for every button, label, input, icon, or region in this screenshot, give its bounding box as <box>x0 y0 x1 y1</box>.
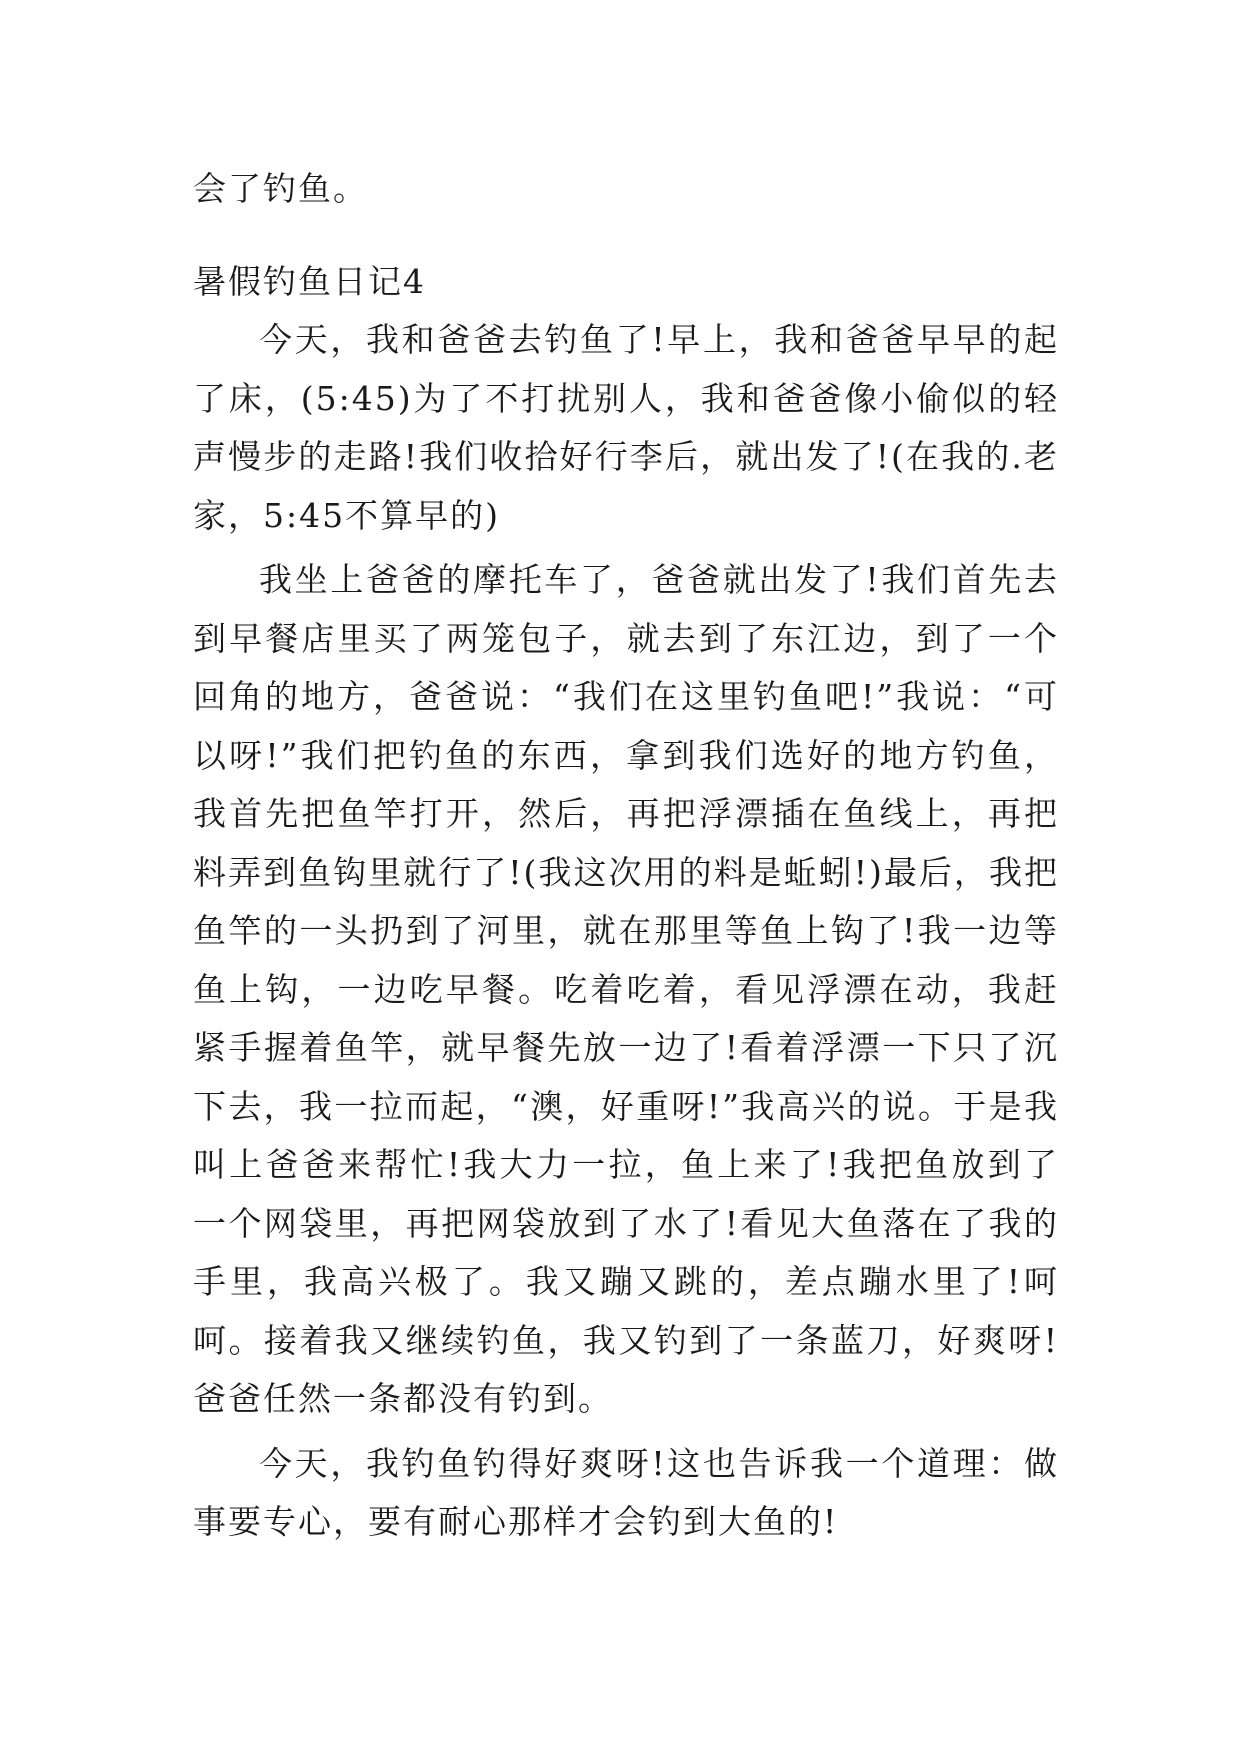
document-body <box>193 160 1059 1552</box>
paragraph-3: 今天，我钓鱼钓得好爽呀!这也告诉我一个道理：做事要专心，要有耐心那样才会钓到大鱼的! <box>193 1443 1059 1541</box>
paragraph-1: 今天，我和爸爸去钓鱼了!早上，我和爸爸早早的起了床，(5:45)为了不打扰别人，我和爸爸像小偷似的轻声慢步的走路!我们收拾好行李后，就出发了!(在我的.老家，5:45不算早的) <box>193 320 1059 535</box>
diary-title: 暑假钓鱼日记4 <box>193 261 426 301</box>
continued-text-line: 会了钓鱼。 <box>193 169 368 208</box>
paragraph-2: 我坐上爸爸的摩托车了，爸爸就出发了!我们首先去到早餐店里买了两笼包子，就去到了东江边，到了一个回角的地方，爸爸说：“我们在这里钓鱼吧!”我说：“可以呀!”我们把钓鱼的东西，拿到我们选好的地方钓鱼，我首先把鱼竿打开，然后，再把浮漂插在鱼线上，再把料弄到鱼钩里就行了!(我这次用的料是蚯蚓!)最后，我把鱼竿的一头扔到了河里，就在那里等鱼上钩了!我一边等鱼上钩，一边吃早餐。吃着吃着，看见浮漂在动，我赶紧手握着鱼竿，就早餐先放一边了!看着浮漂一下只了沉下去，我一拉而起，“澳，好重呀!”我高兴的说。于是我叫上爸爸来帮忙!我大力一拉，鱼上来了!我把鱼放到了一个网袋里，再把网袋放到了水了!看见大鱼落在了我的手里，我高兴极了。我又蹦又跳的，差点蹦水里了!呵呵。接着我又继续钓鱼，我又钓到了一条蓝刀，好爽呀!爸爸任然一条都没有钓到。 <box>193 560 1059 1418</box>
